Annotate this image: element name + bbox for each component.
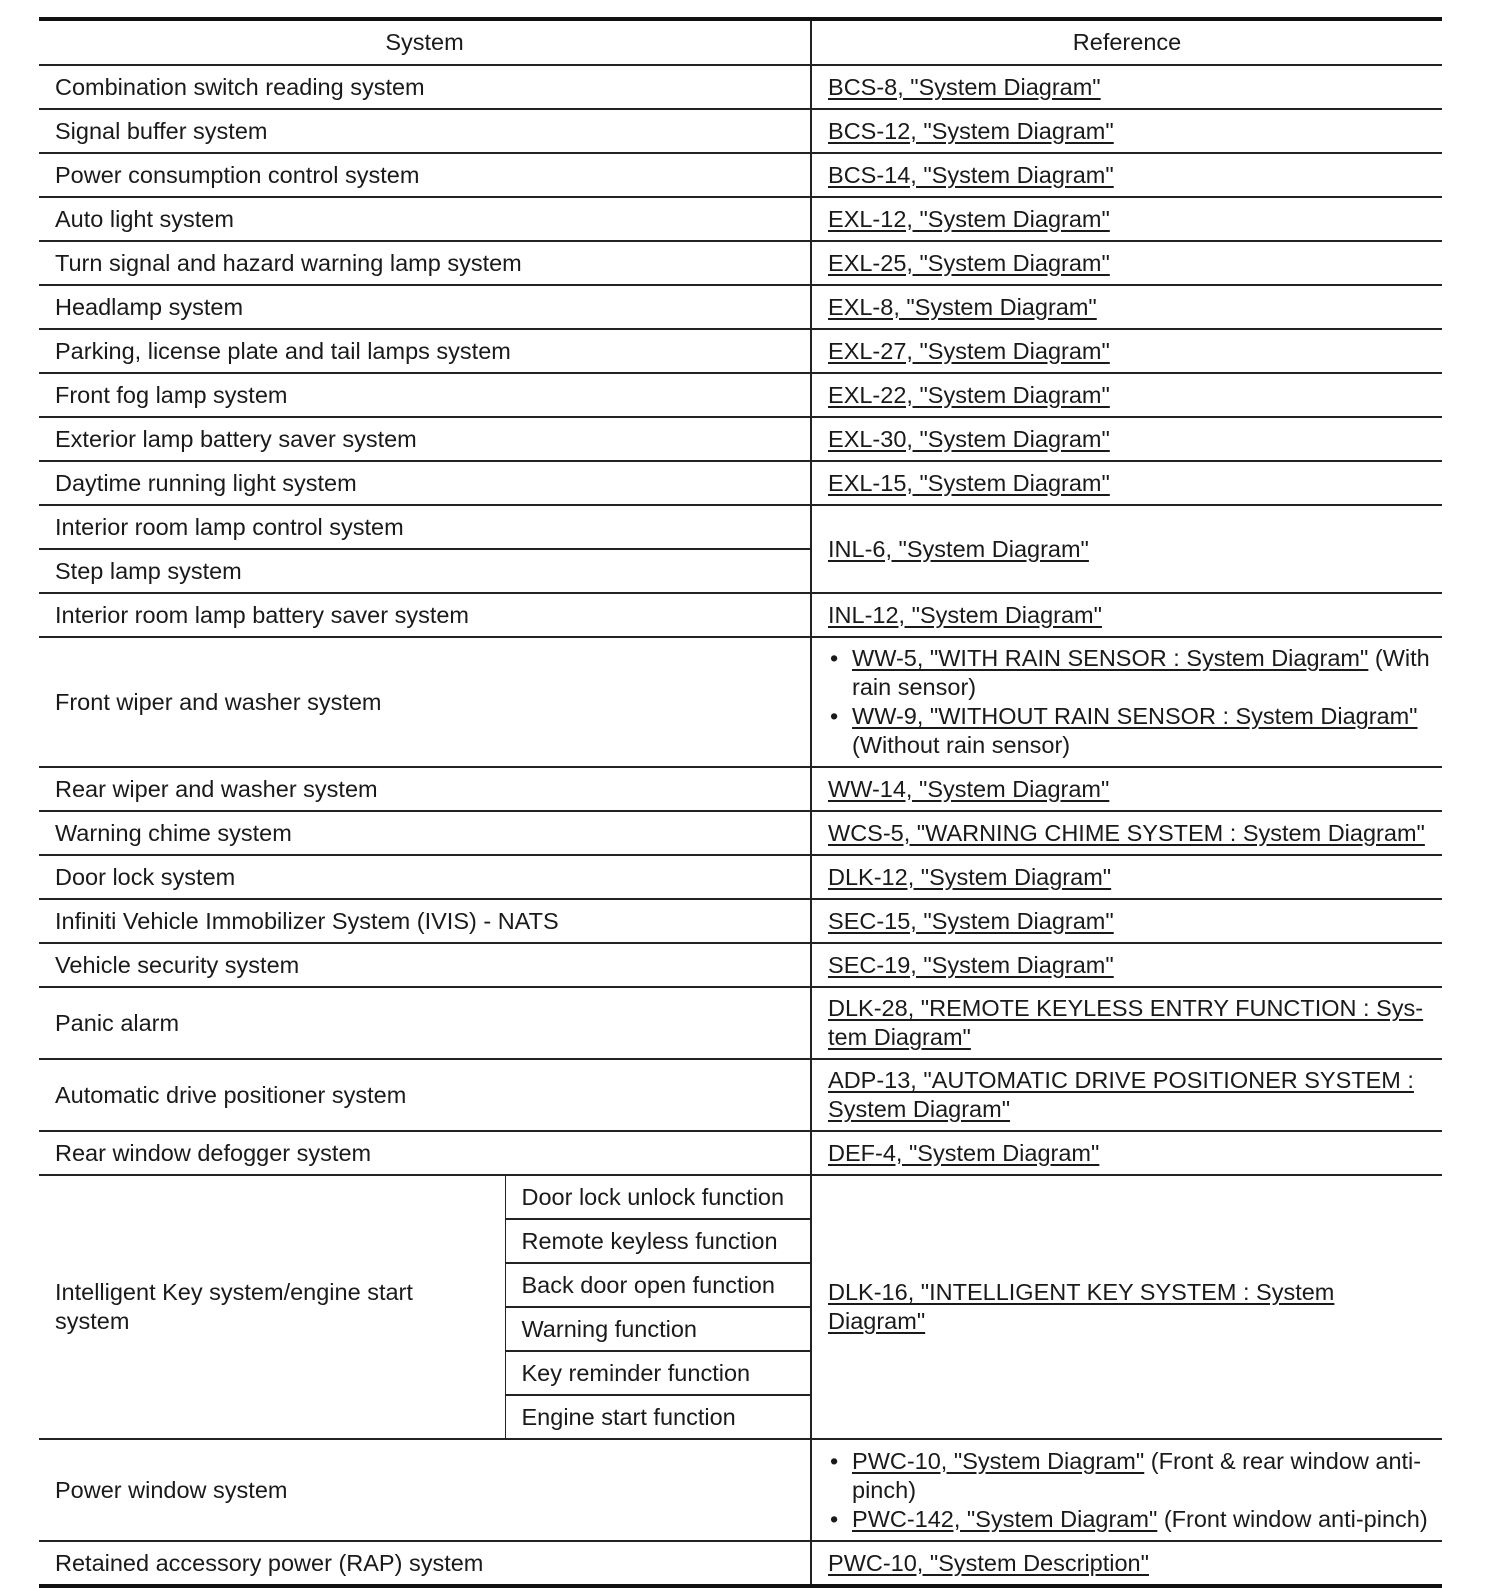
table-row — [39, 855, 1442, 899]
table-row — [39, 1541, 1442, 1586]
list-item — [828, 1447, 1436, 1505]
table-row — [39, 943, 1442, 987]
system-cell: Door lock system — [39, 855, 811, 899]
reference-link[interactable]: EXL-15, "System Diagram" — [828, 469, 1110, 496]
reference-link[interactable]: EXL-12, "System Diagram" — [828, 205, 1110, 232]
table-row — [39, 899, 1442, 943]
system-cell: Front fog lamp system — [39, 373, 811, 417]
header-row — [39, 19, 1442, 65]
reference-link[interactable]: SEC-15, "System Diagram" — [828, 907, 1114, 934]
system-cell: Headlamp system — [39, 285, 811, 329]
table-row — [39, 197, 1442, 241]
reference-list — [828, 1447, 1436, 1534]
table-row — [39, 109, 1442, 153]
table-row — [39, 637, 1442, 767]
function-cell: Key reminder function — [505, 1351, 811, 1395]
system-cell: Automatic drive positioner system — [39, 1059, 811, 1131]
system-cell: Power window system — [39, 1439, 811, 1541]
system-reference-table — [39, 17, 1442, 1588]
system-cell: Panic alarm — [39, 987, 811, 1059]
reference-link[interactable]: DLK-12, "System Diagram" — [828, 863, 1112, 890]
system-cell: Auto light system — [39, 197, 811, 241]
system-cell: Daytime running light system — [39, 461, 811, 505]
system-cell: Intelligent Key system/engine start system — [39, 1175, 505, 1439]
table-row — [39, 241, 1442, 285]
function-cell: Engine start function — [505, 1395, 811, 1439]
function-cell: Door lock unlock function — [505, 1175, 811, 1219]
reference-link[interactable]: EXL-25, "System Diagram" — [828, 249, 1110, 276]
header-reference: Reference — [811, 19, 1442, 65]
reference-note: (Without rain sensor) — [852, 732, 1071, 758]
reference-link[interactable]: EXL-30, "System Diagram" — [828, 425, 1110, 452]
system-cell: Warning chime system — [39, 811, 811, 855]
system-cell: Interior room lamp control system — [39, 505, 811, 549]
system-cell: Combination switch reading system — [39, 65, 811, 109]
table-row — [39, 1175, 1442, 1219]
function-cell: Back door open function — [505, 1263, 811, 1307]
system-cell: Power consumption control system — [39, 153, 811, 197]
reference-link[interactable]: EXL-27, "System Diagram" — [828, 337, 1110, 364]
reference-link[interactable]: INL-6, "System Diagram" — [828, 535, 1089, 562]
system-cell: Step lamp system — [39, 549, 811, 593]
table-row — [39, 461, 1442, 505]
table-row — [39, 417, 1442, 461]
system-cell: Retained accessory power (RAP) system — [39, 1541, 811, 1586]
reference-link[interactable]: SEC-19, "System Diagram" — [828, 951, 1114, 978]
system-cell: Exterior lamp battery saver system — [39, 417, 811, 461]
system-cell: Rear wiper and washer system — [39, 767, 811, 811]
system-cell: Rear window defogger system — [39, 1131, 811, 1175]
table-row — [39, 65, 1442, 109]
system-cell: Interior room lamp battery saver system — [39, 593, 811, 637]
system-cell: Parking, license plate and tail lamps system — [39, 329, 811, 373]
reference-link[interactable]: EXL-22, "System Diagram" — [828, 381, 1110, 408]
reference-link[interactable]: WW-9, "WITHOUT RAIN SENSOR : System Diagram" — [852, 703, 1418, 729]
reference-link[interactable]: DEF-4, "System Diagram" — [828, 1139, 1100, 1166]
table-row — [39, 505, 1442, 549]
reference-link[interactable]: WW-14, "System Diagram" — [828, 775, 1110, 802]
reference-note: (Front window anti-pinch) — [1157, 1505, 1428, 1532]
reference-link[interactable]: INL-12, "System Diagram" — [828, 601, 1102, 628]
system-cell: Infiniti Vehicle Immobilizer System (IVIS) - NATS — [39, 899, 811, 943]
reference-link[interactable]: BCS-8, "System Diagram" — [828, 73, 1101, 100]
reference-link[interactable]: DLK-16, "INTELLIGENT KEY SYSTEM : System Diagram" — [828, 1279, 1335, 1334]
table-row — [39, 593, 1442, 637]
reference-link[interactable]: WW-5, "WITH RAIN SENSOR : System Diagram" — [852, 645, 1369, 671]
reference-note: (With rain sensor) — [852, 645, 1430, 700]
table-row — [39, 285, 1442, 329]
table-row — [39, 767, 1442, 811]
reference-link[interactable]: WCS-5, "WARNING CHIME SYSTEM : System Diagram" — [828, 819, 1425, 846]
system-cell: Front wiper and washer system — [39, 637, 811, 767]
reference-link[interactable]: PWC-142, "System Diagram" — [852, 1505, 1158, 1532]
table-row — [39, 329, 1442, 373]
reference-link[interactable]: EXL-8, "System Diagram" — [828, 293, 1097, 320]
reference-link[interactable]: DLK-28, "REMOTE KEYLESS ENTRY FUNCTION : Sys-tem Diagram" — [828, 995, 1424, 1050]
list-item — [828, 1505, 1436, 1534]
header-system: System — [39, 19, 811, 65]
system-cell: Turn signal and hazard warning lamp system — [39, 241, 811, 285]
table-row — [39, 373, 1442, 417]
reference-note: (Front & rear window anti-pinch) — [852, 1447, 1422, 1503]
reference-list — [828, 644, 1436, 760]
reference-link[interactable]: PWC-10, "System Description" — [828, 1549, 1149, 1576]
reference-link[interactable]: PWC-10, "System Diagram" — [852, 1447, 1145, 1474]
function-cell: Remote keyless function — [505, 1219, 811, 1263]
table-row — [39, 1439, 1442, 1541]
reference-link[interactable]: ADP-13, "AUTOMATIC DRIVE POSITIONER SYSTEM : System Diagram" — [828, 1067, 1414, 1122]
system-cell: Signal buffer system — [39, 109, 811, 153]
table-row — [39, 1059, 1442, 1131]
reference-link[interactable]: BCS-14, "System Diagram" — [828, 161, 1114, 188]
table-row — [39, 987, 1442, 1059]
system-cell: Vehicle security system — [39, 943, 811, 987]
table-row — [39, 1131, 1442, 1175]
list-item — [828, 702, 1436, 760]
table-row — [39, 811, 1442, 855]
reference-link[interactable]: BCS-12, "System Diagram" — [828, 117, 1114, 144]
list-item — [828, 644, 1436, 702]
table-row — [39, 153, 1442, 197]
function-cell: Warning function — [505, 1307, 811, 1351]
